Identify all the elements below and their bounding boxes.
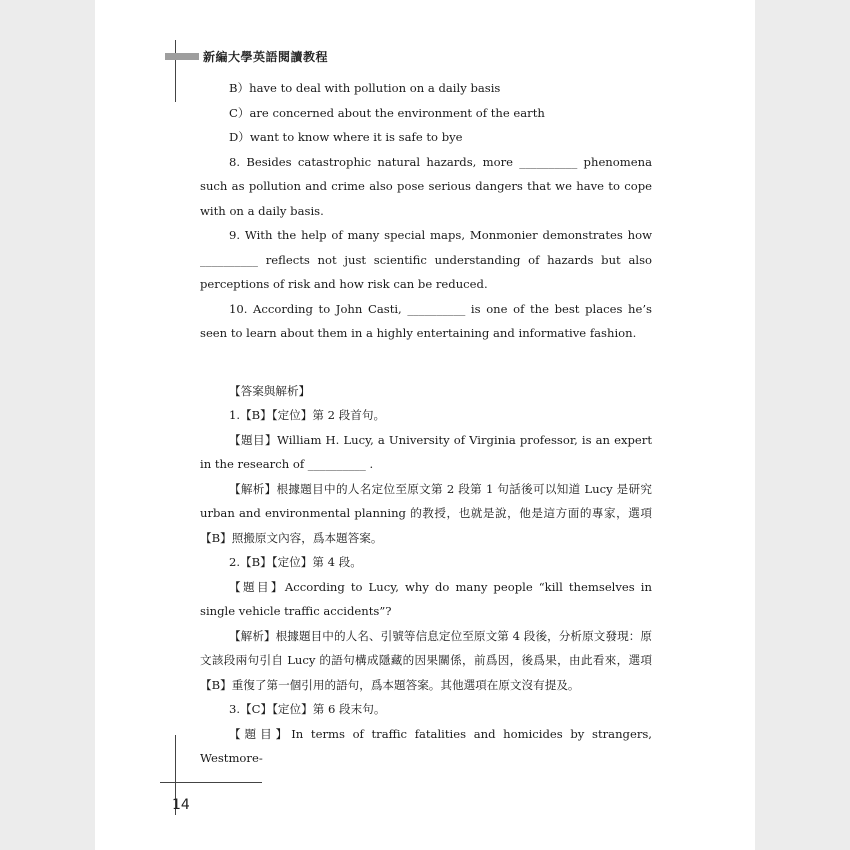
header-rule-vertical (175, 40, 176, 102)
option-b: B）have to deal with pollution on a daily basis (229, 81, 501, 95)
answers-heading: 【答案與解析】 (229, 383, 311, 398)
question-9: 9. With the help of many special maps, Monmonier demonstrates how __________ reflects not just scientific understanding of hazards but also perceptions of risk and how risk can be reduced. (200, 228, 652, 291)
answer-3-locate: 3.【C】【定位】第 6 段末句。 (229, 702, 386, 716)
answer-1-analysis: 【解析】根據題目中的人名定位至原文第 2 段第 1 句話後可以知道 Lucy 是研究 urban and environmental planning 的教授，也就是說，他是這方面的專家，選項【B】照搬原文內容，爲本題答案。 (200, 481, 652, 545)
answer-3-question: 【題目】In terms of traffic fatalities and homicides by strangers, Westmore- (200, 726, 652, 765)
page-number: 14 (172, 797, 190, 813)
question-10: 10. According to John Casti, __________ is one of the best places he’s seen to learn about them in a highly entertaining and informative fashion. (200, 301, 652, 340)
question-8: 8. Besides catastrophic natural hazards, more __________ phenomena such as pollution and crime also pose serious dangers that we have to cope with on a daily basis. (200, 154, 652, 218)
answer-2-analysis: 【解析】根據題目中的人名、引號等信息定位至原文第 4 段後，分析原文發現：原文該段兩句引自 Lucy 的語句構成隱藏的因果關係，前爲因，後爲果，由此看來，選項【B】重復了第一個引用的語句，爲本題答案。其他選項在原文沒有提及。 (200, 628, 652, 692)
answer-1-locate: 1.【B】【定位】第 2 段首句。 (229, 408, 386, 422)
answer-2-question: 【題目】According to Lucy, why do many people “kill themselves in single vehicle traffic accidents”? (200, 579, 652, 618)
footer-rule-horizontal (160, 782, 262, 783)
option-d: D）want to know where it is safe to bye (229, 130, 463, 144)
running-header-title: 新編大學英語閱讀教程 (203, 50, 329, 64)
page-body (200, 76, 652, 771)
header-gray-bar (165, 53, 199, 60)
option-c: C）are concerned about the environment of the earth (229, 105, 545, 120)
answer-1-question: 【題目】William H. Lucy, a University of Virginia professor, is an expert in the research of __________ . (200, 432, 652, 471)
answer-2-locate: 2.【B】【定位】第 4 段。 (229, 555, 362, 569)
section-gap (200, 346, 652, 379)
